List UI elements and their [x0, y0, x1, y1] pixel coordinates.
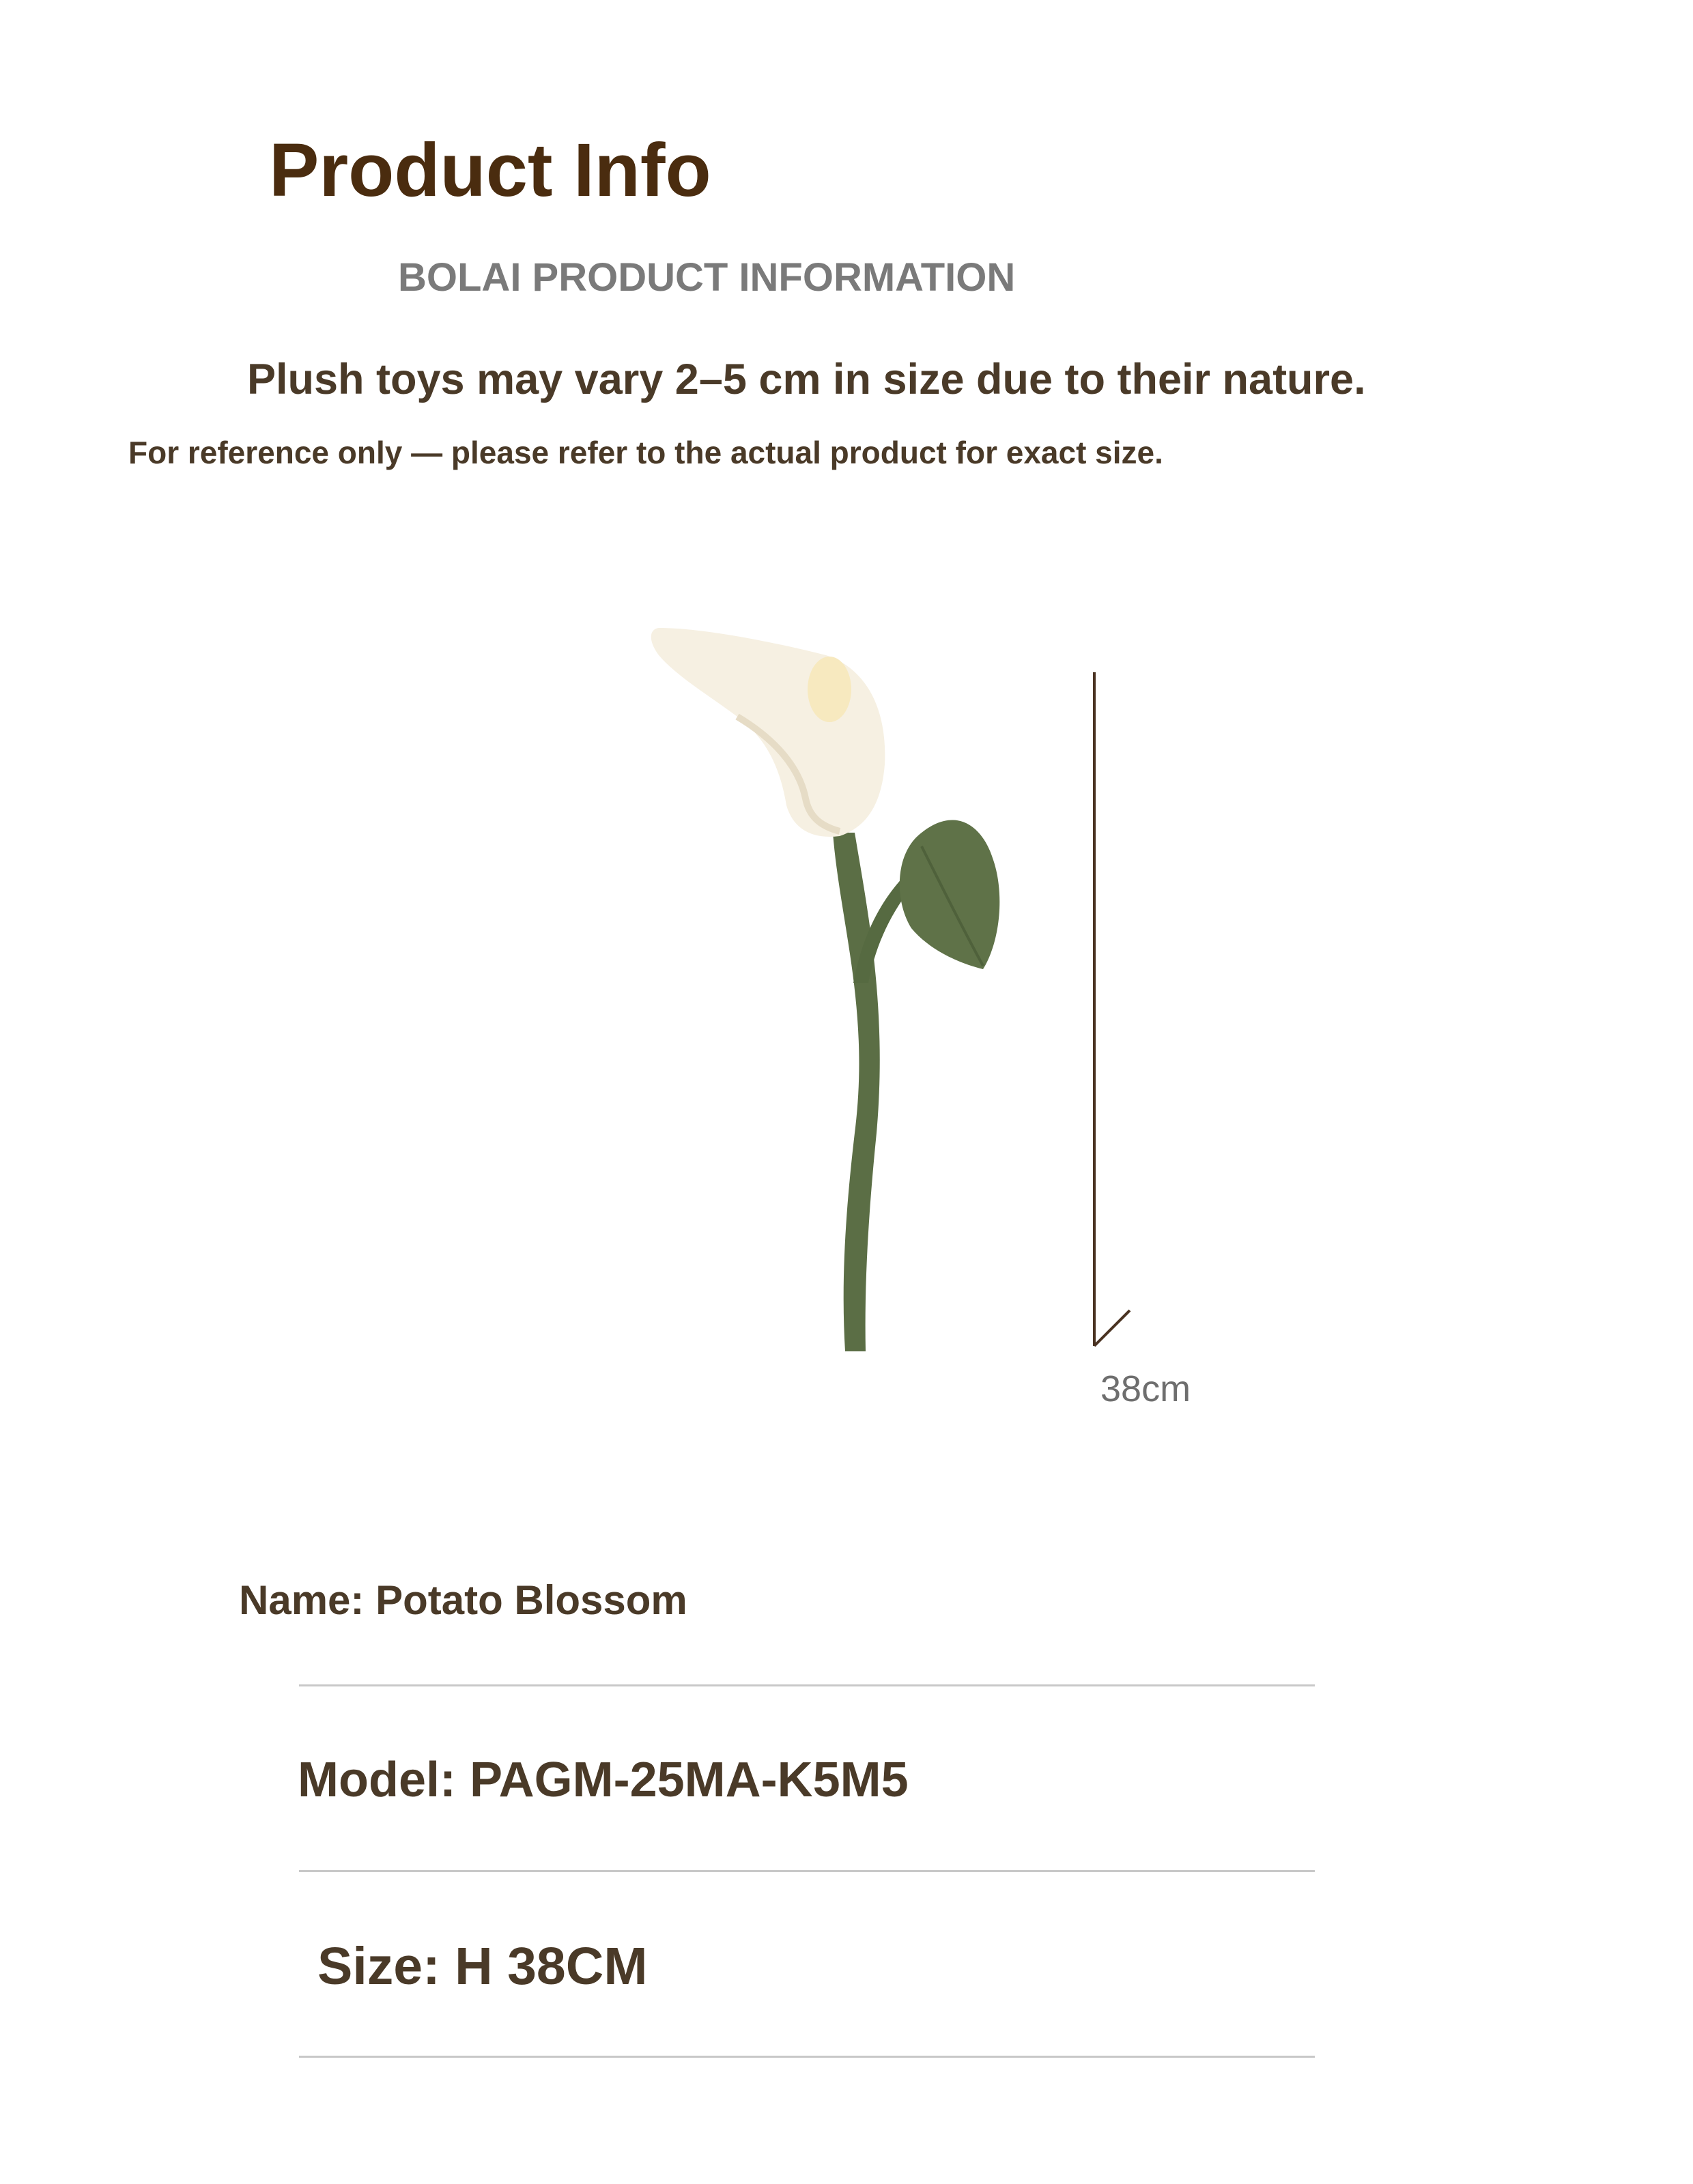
size-variance-notice: Plush toys may vary 2–5 cm in size due to their nature. [247, 356, 1366, 403]
product-image [601, 601, 1215, 1440]
divider [299, 1870, 1315, 1872]
spec-size: Size: H 38CM [317, 1937, 648, 1996]
flower-stem [833, 833, 880, 1351]
divider [299, 1684, 1315, 1686]
measure-line-tick [1094, 1310, 1130, 1346]
page-title: Product Info [269, 128, 711, 212]
spec-model: Model: PAGM-25MA-K5M5 [298, 1753, 909, 1807]
divider [299, 2056, 1315, 2058]
spec-name: Name: Potato Blossom [239, 1577, 687, 1623]
measurement-label: 38cm [1100, 1368, 1191, 1409]
flower-petal [651, 628, 885, 837]
page-subtitle: BOLAI PRODUCT INFORMATION [398, 255, 1016, 300]
reference-notice: For reference only — please refer to the actual product for exact size. [128, 435, 1163, 470]
flower-leaf [900, 820, 1000, 969]
flower-spadix [808, 657, 851, 722]
